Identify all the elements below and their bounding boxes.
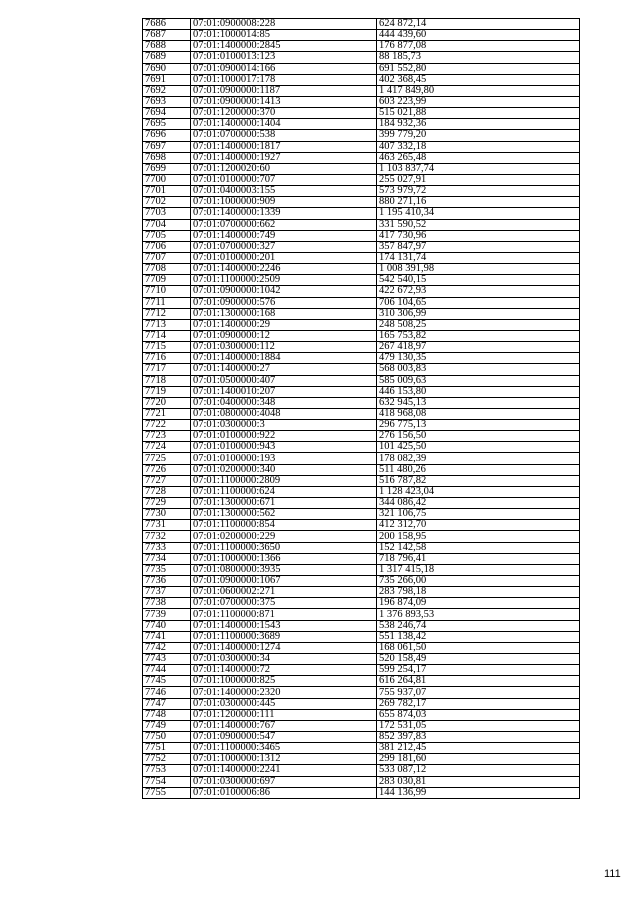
value-cell: 331 590,52: [377, 219, 580, 230]
cadastral-number-cell: 07:01:1200020:60: [191, 163, 377, 174]
table-row: [143, 665, 580, 676]
table-row: [143, 709, 580, 720]
value-cell: 585 009,63: [377, 375, 580, 386]
table-row: [143, 252, 580, 263]
cadastral-number-cell: 07:01:0900014:166: [191, 63, 377, 74]
value-cell: 516 787,82: [377, 475, 580, 486]
table-row: [143, 587, 580, 598]
row-number-cell: 7734: [143, 553, 191, 564]
row-number-cell: 7751: [143, 743, 191, 754]
row-number-cell: 7745: [143, 676, 191, 687]
value-cell: 632 945,13: [377, 397, 580, 408]
cadastral-number-cell: 07:01:1400000:2246: [191, 264, 377, 275]
value-cell: 267 418,97: [377, 342, 580, 353]
row-number-cell: 7741: [143, 631, 191, 642]
value-cell: 463 265,48: [377, 152, 580, 163]
value-cell: 1 417 849,80: [377, 85, 580, 96]
cadastral-number-cell: 07:01:0700000:327: [191, 241, 377, 252]
cadastral-number-cell: 07:01:0100000:193: [191, 453, 377, 464]
table-row: [143, 297, 580, 308]
value-cell: 538 246,74: [377, 620, 580, 631]
table-row: [143, 275, 580, 286]
value-cell: 1 317 415,18: [377, 564, 580, 575]
value-cell: 178 082,39: [377, 453, 580, 464]
table-row: [143, 63, 580, 74]
cadastral-number-cell: 07:01:0800000:3935: [191, 564, 377, 575]
table-row: [143, 130, 580, 141]
cadastral-number-cell: 07:01:0600002:271: [191, 587, 377, 598]
value-cell: 152 142,58: [377, 542, 580, 553]
cadastral-number-cell: 07:01:1300000:562: [191, 509, 377, 520]
row-number-cell: 7744: [143, 665, 191, 676]
row-number-cell: 7724: [143, 442, 191, 453]
row-number-cell: 7718: [143, 375, 191, 386]
cadastral-number-cell: 07:01:0300000:3: [191, 420, 377, 431]
cadastral-number-cell: 07:01:1000000:1312: [191, 754, 377, 765]
row-number-cell: 7753: [143, 765, 191, 776]
row-number-cell: 7715: [143, 342, 191, 353]
cadastral-number-cell: 07:01:0400000:348: [191, 397, 377, 408]
cadastral-number-cell: 07:01:1400010:207: [191, 386, 377, 397]
value-cell: 706 104,65: [377, 297, 580, 308]
table-row: [143, 475, 580, 486]
cadastral-number-cell: 07:01:1100000:871: [191, 609, 377, 620]
cadastral-number-cell: 07:01:0700000:538: [191, 130, 377, 141]
row-number-cell: 7691: [143, 74, 191, 85]
row-number-cell: 7755: [143, 787, 191, 798]
cadastral-number-cell: 07:01:0100000:943: [191, 442, 377, 453]
row-number-cell: 7728: [143, 486, 191, 497]
table-row: [143, 654, 580, 665]
row-number-cell: 7719: [143, 386, 191, 397]
table-row: [143, 464, 580, 475]
value-cell: 417 730,96: [377, 230, 580, 241]
table-row: [143, 230, 580, 241]
table-row: [143, 219, 580, 230]
table-row: [143, 353, 580, 364]
table-body: [143, 19, 580, 799]
table-row: [143, 776, 580, 787]
value-cell: 269 782,17: [377, 698, 580, 709]
row-number-cell: 7692: [143, 85, 191, 96]
table-row: [143, 420, 580, 431]
row-number-cell: 7708: [143, 264, 191, 275]
table-row: [143, 364, 580, 375]
row-number-cell: 7709: [143, 275, 191, 286]
table-row: [143, 30, 580, 41]
value-cell: 144 136,99: [377, 787, 580, 798]
row-number-cell: 7698: [143, 152, 191, 163]
table-row: [143, 41, 580, 52]
cadastral-number-cell: 07:01:1400000:72: [191, 665, 377, 676]
table-row: [143, 598, 580, 609]
cadastral-number-cell: 07:01:1400000:1339: [191, 208, 377, 219]
cadastral-number-cell: 07:01:1100000:624: [191, 486, 377, 497]
value-cell: 402 368,45: [377, 74, 580, 85]
table-row: [143, 319, 580, 330]
table-row: [143, 141, 580, 152]
value-cell: 381 212,45: [377, 743, 580, 754]
cadastral-number-cell: 07:01:1400000:2320: [191, 687, 377, 698]
value-cell: 1 195 410,34: [377, 208, 580, 219]
cadastral-number-cell: 07:01:1100000:3650: [191, 542, 377, 553]
table-row: [143, 542, 580, 553]
row-number-cell: 7690: [143, 63, 191, 74]
cadastral-number-cell: 07:01:1100000:2809: [191, 475, 377, 486]
row-number-cell: 7747: [143, 698, 191, 709]
row-number-cell: 7714: [143, 330, 191, 341]
row-number-cell: 7713: [143, 319, 191, 330]
table-row: [143, 197, 580, 208]
table-row: [143, 732, 580, 743]
row-number-cell: 7699: [143, 163, 191, 174]
cadastral-number-cell: 07:01:1100000:3689: [191, 631, 377, 642]
table-row: [143, 52, 580, 63]
row-number-cell: 7754: [143, 776, 191, 787]
value-cell: 344 086,42: [377, 498, 580, 509]
table-row: [143, 698, 580, 709]
row-number-cell: 7686: [143, 19, 191, 30]
cadastral-number-cell: 07:01:0900000:12: [191, 330, 377, 341]
value-cell: 616 264,81: [377, 676, 580, 687]
value-cell: 599 254,17: [377, 665, 580, 676]
row-number-cell: 7693: [143, 96, 191, 107]
value-cell: 852 397,83: [377, 732, 580, 743]
cadastral-number-cell: 07:01:1000014:85: [191, 30, 377, 41]
cadastral-number-cell: 07:01:0900000:1042: [191, 286, 377, 297]
cadastral-number-cell: 07:01:1000000:1366: [191, 553, 377, 564]
value-cell: 418 968,08: [377, 408, 580, 419]
value-cell: 1 008 391,98: [377, 264, 580, 275]
cadastral-number-cell: 07:01:1100000:854: [191, 520, 377, 531]
table-row: [143, 342, 580, 353]
cadastral-number-cell: 07:01:0100000:201: [191, 252, 377, 263]
row-number-cell: 7711: [143, 297, 191, 308]
table-row: [143, 509, 580, 520]
row-number-cell: 7697: [143, 141, 191, 152]
table-row: [143, 85, 580, 96]
value-cell: 184 932,36: [377, 119, 580, 130]
value-cell: 101 425,50: [377, 442, 580, 453]
row-number-cell: 7701: [143, 186, 191, 197]
row-number-cell: 7695: [143, 119, 191, 130]
row-number-cell: 7710: [143, 286, 191, 297]
table-row: [143, 375, 580, 386]
value-cell: 755 937,07: [377, 687, 580, 698]
table-row: [143, 676, 580, 687]
table-row: [143, 208, 580, 219]
value-cell: 880 271,16: [377, 197, 580, 208]
cadastral-number-cell: 07:01:1400000:1274: [191, 642, 377, 653]
cadastral-number-cell: 07:01:0900008:228: [191, 19, 377, 30]
value-cell: 310 306,99: [377, 308, 580, 319]
row-number-cell: 7687: [143, 30, 191, 41]
row-number-cell: 7727: [143, 475, 191, 486]
table-row: [143, 74, 580, 85]
table-row: [143, 486, 580, 497]
table-row: [143, 564, 580, 575]
value-cell: 542 540,15: [377, 275, 580, 286]
value-cell: 446 153,80: [377, 386, 580, 397]
table-row: [143, 743, 580, 754]
value-cell: 568 003,83: [377, 364, 580, 375]
cadastral-number-cell: 07:01:1100000:3465: [191, 743, 377, 754]
value-cell: 520 158,49: [377, 654, 580, 665]
table-row: [143, 397, 580, 408]
row-number-cell: 7694: [143, 108, 191, 119]
value-cell: 735 266,00: [377, 576, 580, 587]
table-row: [143, 431, 580, 442]
row-number-cell: 7703: [143, 208, 191, 219]
value-cell: 299 181,60: [377, 754, 580, 765]
row-number-cell: 7726: [143, 464, 191, 475]
row-number-cell: 7752: [143, 754, 191, 765]
row-number-cell: 7688: [143, 41, 191, 52]
cadastral-number-cell: 07:01:1400000:1543: [191, 620, 377, 631]
cadastral-number-cell: 07:01:1100000:2509: [191, 275, 377, 286]
cadastral-number-cell: 07:01:0200000:229: [191, 531, 377, 542]
value-cell: 88 185,73: [377, 52, 580, 63]
row-number-cell: 7696: [143, 130, 191, 141]
value-cell: 511 480,26: [377, 464, 580, 475]
cadastral-number-cell: 07:01:0700000:375: [191, 598, 377, 609]
cadastral-number-cell: 07:01:1400000:749: [191, 230, 377, 241]
row-number-cell: 7725: [143, 453, 191, 464]
table-row: [143, 442, 580, 453]
table-row: [143, 642, 580, 653]
value-cell: 255 027,91: [377, 174, 580, 185]
cadastral-number-cell: 07:01:1400000:1884: [191, 353, 377, 364]
value-cell: 176 877,08: [377, 41, 580, 52]
value-cell: 283 030,81: [377, 776, 580, 787]
cadastral-number-cell: 07:01:1300000:168: [191, 308, 377, 319]
cadastral-number-cell: 07:01:1400000:2241: [191, 765, 377, 776]
cadastral-number-cell: 07:01:0300000:34: [191, 654, 377, 665]
cadastral-number-cell: 07:01:0100006:86: [191, 787, 377, 798]
table-row: [143, 787, 580, 798]
cadastral-number-cell: 07:01:0900000:1413: [191, 96, 377, 107]
table-row: [143, 531, 580, 542]
cadastral-number-cell: 07:01:0700000:662: [191, 219, 377, 230]
row-number-cell: 7736: [143, 576, 191, 587]
cadastral-number-cell: 07:01:0100000:922: [191, 431, 377, 442]
value-cell: 551 138,42: [377, 631, 580, 642]
row-number-cell: 7750: [143, 732, 191, 743]
row-number-cell: 7738: [143, 598, 191, 609]
table-row: [143, 453, 580, 464]
row-number-cell: 7729: [143, 498, 191, 509]
value-cell: 248 508,25: [377, 319, 580, 330]
cadastral-number-cell: 07:01:0200000:340: [191, 464, 377, 475]
cadastral-number-cell: 07:01:1400000:2845: [191, 41, 377, 52]
value-cell: 1 128 423,04: [377, 486, 580, 497]
table-row: [143, 553, 580, 564]
cadastral-number-cell: 07:01:1200000:111: [191, 709, 377, 720]
value-cell: 444 439,60: [377, 30, 580, 41]
value-cell: 422 672,93: [377, 286, 580, 297]
row-number-cell: 7707: [143, 252, 191, 263]
page-number: 111: [604, 868, 621, 880]
table-row: [143, 330, 580, 341]
cadastral-number-cell: 07:01:1400000:1404: [191, 119, 377, 130]
value-cell: 296 775,13: [377, 420, 580, 431]
row-number-cell: 7704: [143, 219, 191, 230]
cadastral-number-cell: 07:01:1000000:909: [191, 197, 377, 208]
table-row: [143, 576, 580, 587]
row-number-cell: 7740: [143, 620, 191, 631]
table-row: [143, 174, 580, 185]
value-cell: 399 779,20: [377, 130, 580, 141]
cadastral-number-cell: 07:01:0900000:1187: [191, 85, 377, 96]
cadastral-number-cell: 07:01:0900000:547: [191, 732, 377, 743]
table-row: [143, 609, 580, 620]
row-number-cell: 7717: [143, 364, 191, 375]
table-row: [143, 720, 580, 731]
value-cell: 624 872,14: [377, 19, 580, 30]
table-row: [143, 108, 580, 119]
table-row: [143, 19, 580, 30]
value-cell: 1 376 893,53: [377, 609, 580, 620]
value-cell: 718 796,41: [377, 553, 580, 564]
row-number-cell: 7730: [143, 509, 191, 520]
value-cell: 1 103 837,74: [377, 163, 580, 174]
table-row: [143, 152, 580, 163]
row-number-cell: 7720: [143, 397, 191, 408]
table-row: [143, 264, 580, 275]
value-cell: 168 061,50: [377, 642, 580, 653]
cadastral-number-cell: 07:01:0800000:4048: [191, 408, 377, 419]
table-row: [143, 286, 580, 297]
row-number-cell: 7723: [143, 431, 191, 442]
row-number-cell: 7732: [143, 531, 191, 542]
table-row: [143, 520, 580, 531]
cadastral-number-cell: 07:01:1400000:27: [191, 364, 377, 375]
table-row: [143, 308, 580, 319]
row-number-cell: 7748: [143, 709, 191, 720]
table-row: [143, 386, 580, 397]
value-cell: 655 874,03: [377, 709, 580, 720]
row-number-cell: 7722: [143, 420, 191, 431]
cadastral-number-cell: 07:01:1400000:1817: [191, 141, 377, 152]
table-row: [143, 119, 580, 130]
cadastral-number-cell: 07:01:1400000:1927: [191, 152, 377, 163]
value-cell: 196 874,09: [377, 598, 580, 609]
table-row: [143, 241, 580, 252]
row-number-cell: 7746: [143, 687, 191, 698]
value-cell: 412 312,70: [377, 520, 580, 531]
row-number-cell: 7731: [143, 520, 191, 531]
cadastral-number-cell: 07:01:1400000:29: [191, 319, 377, 330]
cadastral-number-cell: 07:01:0400003:155: [191, 186, 377, 197]
row-number-cell: 7716: [143, 353, 191, 364]
row-number-cell: 7749: [143, 720, 191, 731]
row-number-cell: 7742: [143, 642, 191, 653]
value-cell: 407 332,18: [377, 141, 580, 152]
row-number-cell: 7705: [143, 230, 191, 241]
value-cell: 165 753,82: [377, 330, 580, 341]
table-row: [143, 408, 580, 419]
cadastral-number-cell: 07:01:0900000:1067: [191, 576, 377, 587]
table-row: [143, 96, 580, 107]
row-number-cell: 7737: [143, 587, 191, 598]
cadastral-number-cell: 07:01:1000000:825: [191, 676, 377, 687]
table-row: [143, 620, 580, 631]
value-cell: 515 021,88: [377, 108, 580, 119]
row-number-cell: 7700: [143, 174, 191, 185]
value-cell: 321 106,75: [377, 509, 580, 520]
table-row: [143, 765, 580, 776]
table-row: [143, 754, 580, 765]
cadastral-number-cell: 07:01:0300000:445: [191, 698, 377, 709]
table-row: [143, 163, 580, 174]
cadastral-number-cell: 07:01:0300000:697: [191, 776, 377, 787]
value-cell: 603 223,99: [377, 96, 580, 107]
value-cell: 172 531,05: [377, 720, 580, 731]
row-number-cell: 7739: [143, 609, 191, 620]
row-number-cell: 7735: [143, 564, 191, 575]
cadastral-number-cell: 07:01:1300000:671: [191, 498, 377, 509]
row-number-cell: 7712: [143, 308, 191, 319]
row-number-cell: 7743: [143, 654, 191, 665]
table-row: [143, 498, 580, 509]
value-cell: 691 552,80: [377, 63, 580, 74]
value-cell: 533 087,12: [377, 765, 580, 776]
cadastral-number-cell: 07:01:1000017:178: [191, 74, 377, 85]
cadastral-value-table: [142, 18, 580, 799]
row-number-cell: 7706: [143, 241, 191, 252]
cadastral-number-cell: 07:01:1200000:370: [191, 108, 377, 119]
cadastral-number-cell: 07:01:0100000:707: [191, 174, 377, 185]
row-number-cell: 7721: [143, 408, 191, 419]
table-row: [143, 687, 580, 698]
value-cell: 479 130,35: [377, 353, 580, 364]
value-cell: 174 131,74: [377, 252, 580, 263]
cadastral-number-cell: 07:01:1400000:767: [191, 720, 377, 731]
table-row: [143, 186, 580, 197]
cadastral-number-cell: 07:01:0900000:576: [191, 297, 377, 308]
row-number-cell: 7702: [143, 197, 191, 208]
value-cell: 573 979,72: [377, 186, 580, 197]
value-cell: 357 847,97: [377, 241, 580, 252]
value-cell: 200 158,95: [377, 531, 580, 542]
value-cell: 283 798,18: [377, 587, 580, 598]
row-number-cell: 7733: [143, 542, 191, 553]
cadastral-number-cell: 07:01:0100013:123: [191, 52, 377, 63]
cadastral-number-cell: 07:01:0500000:407: [191, 375, 377, 386]
table-row: [143, 631, 580, 642]
cadastral-number-cell: 07:01:0300000:112: [191, 342, 377, 353]
row-number-cell: 7689: [143, 52, 191, 63]
value-cell: 276 156,50: [377, 431, 580, 442]
